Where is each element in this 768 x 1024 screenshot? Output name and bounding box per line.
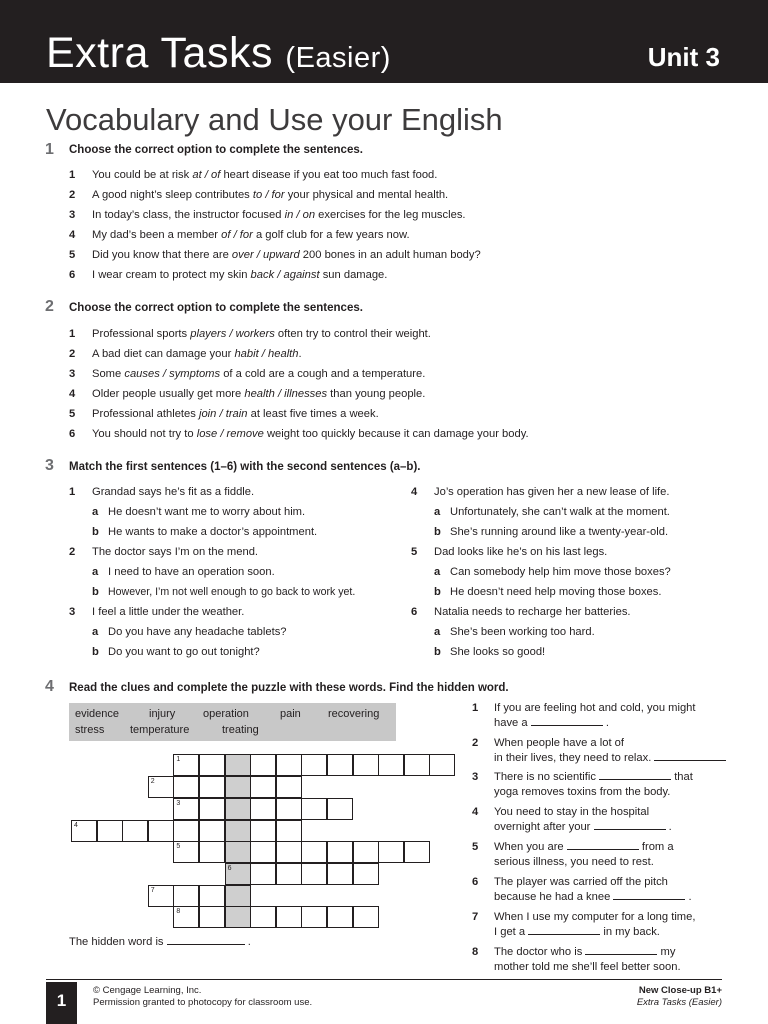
item-text: Natalia needs to recharge her batteries.: [434, 606, 631, 618]
crossword-cell[interactable]: [250, 798, 276, 820]
item-text: [92, 387, 425, 401]
hidden-word-line: [69, 935, 251, 948]
answer-blank[interactable]: [594, 820, 666, 830]
crossword-cell[interactable]: [225, 798, 251, 820]
section-heading: Vocabulary and Use your English: [46, 102, 503, 137]
answer-blank[interactable]: [567, 840, 639, 850]
item-text: [92, 367, 425, 381]
clue-number: 4: [472, 806, 479, 818]
crossword-cell[interactable]: [404, 754, 430, 776]
item-number: 4: [411, 486, 418, 498]
clue-text: [494, 701, 729, 731]
crossword-cell[interactable]: [301, 906, 327, 928]
crossword-clue-number: 7: [150, 887, 155, 894]
word-temperature: temperature: [130, 724, 190, 736]
crossword-cell[interactable]: [225, 754, 251, 776]
crossword-cell[interactable]: [276, 754, 302, 776]
clue-line-tail: in my back.: [603, 926, 660, 938]
option-letter: b: [434, 586, 441, 598]
word-stress: stress: [75, 724, 105, 736]
clue-line: [494, 770, 729, 785]
option-text: Do you have any headache tablets?: [108, 626, 287, 638]
clue-line-text: because he had a knee: [494, 891, 611, 903]
crossword-cell[interactable]: [148, 820, 174, 842]
word-evidence: evidence: [75, 708, 120, 720]
clue-line: [494, 785, 729, 800]
item-number: 5: [411, 546, 418, 558]
crossword-cell[interactable]: [327, 798, 353, 820]
option-text: She’s running around like a twenty-year-old.: [450, 526, 669, 538]
clue-line-tail: from a: [641, 841, 674, 853]
clue-text: [494, 910, 729, 940]
crossword-cell[interactable]: [173, 820, 199, 842]
item-text-post: .: [298, 348, 302, 360]
crossword-cell[interactable]: [276, 906, 302, 928]
item-text-post: than young people.: [327, 388, 426, 400]
crossword-cell[interactable]: [353, 754, 379, 776]
item-number: 3: [69, 606, 76, 618]
answer-blank[interactable]: [654, 751, 726, 761]
item-options[interactable]: over / upward: [231, 249, 300, 261]
exercise-2-number: 2: [45, 298, 54, 315]
item-text-pre: My dad’s been a member: [92, 229, 222, 241]
crossword-cell[interactable]: [173, 885, 199, 907]
crossword-cell[interactable]: [225, 885, 251, 907]
clue-line-text: I get a: [494, 926, 526, 938]
hidden-word-suffix: .: [247, 936, 251, 948]
item-text-post: exercises for the leg muscles.: [315, 209, 466, 221]
item-text-pre: A bad diet can damage your: [92, 348, 235, 360]
crossword-clue-number: 5: [176, 843, 181, 850]
item-number: 3: [69, 209, 76, 221]
item-text: [92, 268, 387, 282]
item-number: 4: [69, 388, 76, 400]
clue-line: [494, 736, 729, 751]
item-options[interactable]: players / workers: [190, 328, 275, 340]
option-text: He doesn’t need help moving those boxes.: [450, 586, 662, 598]
word-injury: injury: [149, 708, 176, 720]
crossword-cell[interactable]: [353, 906, 379, 928]
item-text-pre: A good night’s sleep contributes: [92, 189, 253, 201]
crossword-cell[interactable]: [173, 776, 199, 798]
option-letter: b: [434, 646, 441, 658]
clue-line-text: There is no scientific: [494, 771, 596, 783]
crossword-clue-number: 4: [74, 822, 78, 829]
crossword-cell[interactable]: [225, 776, 251, 798]
item-options[interactable]: health / illnesses: [244, 388, 328, 400]
crossword-cell[interactable]: [97, 820, 123, 842]
option-text: Do you want to go out tonight?: [108, 646, 260, 658]
crossword-clue-number: 1: [176, 756, 181, 763]
crossword-cell[interactable]: [250, 820, 276, 842]
book-subtitle: Extra Tasks (Easier): [636, 997, 722, 1008]
crossword-clue-number: 8: [176, 908, 181, 915]
item-text-pre: In today’s class, the instructor focused: [92, 209, 285, 221]
item-number: 1: [69, 328, 76, 340]
crossword-cell[interactable]: [225, 841, 251, 863]
item-text: [92, 188, 448, 202]
exercise-2-instruction: Choose the correct option to complete the sentences.: [69, 302, 363, 314]
item-text: [92, 407, 379, 421]
crossword-cell[interactable]: [250, 776, 276, 798]
crossword-cell[interactable]: [404, 841, 430, 863]
crossword-cell[interactable]: [199, 885, 225, 907]
crossword-cell[interactable]: [353, 863, 379, 885]
clue-line: [494, 820, 729, 835]
crossword-cell[interactable]: [276, 841, 302, 863]
clue-text: [494, 736, 729, 766]
item-text-pre: Professional athletes: [92, 408, 199, 420]
clue-number: 1: [472, 702, 479, 714]
crossword-cell[interactable]: [327, 841, 353, 863]
crossword-cell[interactable]: [353, 841, 379, 863]
exercise-3-number: 3: [45, 457, 54, 474]
clue-line: [494, 701, 729, 716]
item-text: [92, 427, 529, 441]
option-letter: b: [92, 526, 99, 538]
item-text-post: weight too quickly because it can damage your body.: [263, 428, 529, 440]
clue-line: [494, 910, 729, 925]
item-text: [92, 248, 481, 262]
clue-line: [494, 945, 729, 960]
item-options[interactable]: of / for: [221, 229, 253, 241]
item-text: [92, 327, 431, 341]
crossword-cell[interactable]: [378, 754, 404, 776]
item-options[interactable]: back / against: [250, 269, 320, 281]
item-text-post: of a cold are a cough and a temperature.: [220, 368, 426, 380]
page-title: [46, 30, 391, 81]
option-letter: b: [92, 646, 99, 658]
clue-number: 3: [472, 771, 479, 783]
crossword-cell[interactable]: [225, 906, 251, 928]
option-letter: a: [434, 566, 441, 578]
item-text-pre: You could be at risk: [92, 169, 193, 181]
item-number: 1: [69, 486, 76, 498]
clue-line-text: You need to stay in the hospital: [494, 806, 650, 818]
answer-blank[interactable]: [531, 716, 603, 726]
clue-line-text: The player was carried off the pitch: [494, 876, 668, 888]
option-letter: a: [92, 566, 99, 578]
item-text: I feel a little under the weather.: [92, 606, 245, 618]
clue-line-text: serious illness, you need to rest.: [494, 856, 654, 868]
exercise-4-instruction: Read the clues and complete the puzzle with these words. Find the hidden word.: [69, 682, 509, 694]
item-text: [92, 228, 410, 242]
item-text-post: at least five times a week.: [247, 408, 379, 420]
word-box: [69, 703, 396, 741]
clue-line-text: mother told me she’ll feel better soon.: [494, 961, 681, 973]
crossword-clue-number: 3: [176, 800, 181, 807]
item-text: [92, 168, 437, 182]
answer-blank[interactable]: [599, 770, 671, 780]
item-text: [92, 208, 466, 222]
item-number: 2: [69, 189, 76, 201]
crossword-cell[interactable]: [122, 820, 148, 842]
crossword-cell[interactable]: [301, 863, 327, 885]
exercise-1-number: 1: [45, 141, 54, 158]
item-options[interactable]: join / train: [198, 408, 248, 420]
crossword-cell[interactable]: [276, 798, 302, 820]
clue-text: [494, 945, 729, 975]
crossword-cell[interactable]: [378, 841, 404, 863]
clue-number: 6: [472, 876, 479, 888]
clue-line: [494, 840, 729, 855]
clue-line-text: have a: [494, 717, 528, 729]
crossword-cell[interactable]: [199, 841, 225, 863]
crossword-cell[interactable]: [250, 906, 276, 928]
item-number: 5: [69, 408, 76, 420]
title-sub: (Easier): [285, 42, 391, 74]
exercise-1-instruction: Choose the correct option to complete the sentences.: [69, 144, 363, 156]
item-number: 2: [69, 348, 76, 360]
item-text: [92, 347, 302, 361]
crossword-cell[interactable]: [276, 863, 302, 885]
option-text: However, I’m not well enough to go back to work yet.: [108, 586, 356, 598]
clue-line: [494, 925, 729, 940]
item-text-post: your physical and mental health.: [284, 189, 449, 201]
clue-line-tail: that: [674, 771, 693, 783]
option-text: Can somebody help him move those boxes?: [450, 566, 671, 578]
clue-line-text: in their lives, they need to relax.: [494, 752, 652, 764]
clue-line-text: If you are feeling hot and cold, you might: [494, 702, 696, 714]
item-text-pre: Professional sports: [92, 328, 191, 340]
crossword-cell[interactable]: [301, 841, 327, 863]
item-number: 3: [69, 368, 76, 380]
crossword-cell[interactable]: [276, 776, 302, 798]
page-number: 1: [46, 982, 77, 1024]
item-text-post: heart disease if you eat too much fast food.: [220, 169, 438, 181]
item-options[interactable]: lose / remove: [196, 428, 264, 440]
item-text-pre: Some: [92, 368, 125, 380]
option-text: She’s been working too hard.: [450, 626, 595, 638]
clue-number: 5: [472, 841, 479, 853]
clue-line-text: When I use my computer for a long time,: [494, 911, 696, 923]
clue-number: 2: [472, 737, 479, 749]
clue-line-text: When you are: [494, 841, 564, 853]
hidden-word-prefix: The hidden word is: [69, 936, 164, 948]
crossword-cell[interactable]: [327, 754, 353, 776]
clue-line-text: When people have a lot of: [494, 737, 624, 749]
clue-line-text: overnight after your: [494, 821, 591, 833]
item-number: 2: [69, 546, 76, 558]
clue-line-tail: .: [605, 717, 609, 729]
item-text: Jo’s operation has given her a new lease of life.: [434, 486, 670, 498]
word-pain: pain: [280, 708, 301, 720]
answer-blank[interactable]: [613, 890, 685, 900]
clue-line-tail: .: [688, 891, 692, 903]
crossword-cell[interactable]: [327, 906, 353, 928]
item-text-pre: Did you know that there are: [92, 249, 232, 261]
item-text-post: a golf club for a few years now.: [252, 229, 410, 241]
clue-line: [494, 890, 729, 905]
exercise-3-instruction: Match the first sentences (1–6) with the second sentences (a–b).: [69, 461, 421, 473]
crossword-cell[interactable]: [250, 754, 276, 776]
crossword-clue-number: 2: [150, 778, 155, 785]
page-header: [0, 0, 768, 83]
permission-line: Permission granted to photocopy for classroom use.: [93, 997, 313, 1008]
clue-number: 7: [472, 911, 479, 923]
clue-text: [494, 840, 729, 870]
crossword-cell[interactable]: [276, 820, 302, 842]
clue-text: [494, 805, 729, 835]
item-text-post: often try to control their weight.: [274, 328, 431, 340]
item-text: Grandad says he’s fit as a fiddle.: [92, 486, 255, 498]
item-text-pre: You should not try to: [92, 428, 197, 440]
option-text: She looks so good!: [450, 646, 546, 658]
clue-line: [494, 960, 729, 975]
option-text: He wants to make a doctor’s appointment.: [108, 526, 318, 538]
clue-line: [494, 855, 729, 870]
answer-blank[interactable]: [585, 945, 657, 955]
option-letter: a: [434, 626, 441, 638]
word-recovering: recovering: [328, 708, 380, 720]
item-options[interactable]: in / on: [284, 209, 316, 221]
option-letter: b: [92, 586, 99, 598]
copyright-line: © Cengage Learning, Inc.: [93, 985, 202, 996]
title-main: Extra Tasks: [46, 29, 273, 77]
option-text: I need to have an operation soon.: [108, 566, 275, 578]
item-text-post: sun damage.: [319, 269, 388, 281]
clue-line-text: yoga removes toxins from the body.: [494, 786, 671, 798]
crossword-cell[interactable]: [199, 820, 225, 842]
item-number: 1: [69, 169, 76, 181]
crossword-cell[interactable]: [199, 754, 225, 776]
option-letter: a: [434, 506, 441, 518]
crossword-cell[interactable]: [301, 754, 327, 776]
unit-label: Unit 3: [647, 42, 720, 72]
crossword-cell[interactable]: [250, 863, 276, 885]
clue-text: [494, 770, 729, 800]
crossword-clue-number: 6: [227, 865, 232, 872]
book-name: New Close-up B1+: [638, 985, 722, 996]
answer-blank[interactable]: [528, 925, 600, 935]
option-letter: a: [92, 626, 99, 638]
clue-line: [494, 875, 729, 890]
item-number: 6: [411, 606, 418, 618]
crossword-cell[interactable]: [225, 820, 251, 842]
item-options[interactable]: at / of: [192, 169, 221, 181]
clue-line: [494, 716, 729, 731]
option-text: Unfortunately, she can’t walk at the moment.: [450, 506, 670, 518]
clue-line-text: The doctor who is: [494, 946, 583, 958]
crossword-cell[interactable]: [250, 841, 276, 863]
copyright: [93, 985, 312, 1009]
item-options[interactable]: to / for: [252, 189, 285, 201]
clue-line: [494, 751, 729, 766]
item-text-post: 200 bones in an adult human body?: [299, 249, 481, 261]
crossword-cell[interactable]: [429, 754, 455, 776]
option-letter: a: [92, 506, 99, 518]
footer-divider: [46, 979, 722, 980]
item-number: 5: [69, 249, 76, 261]
item-text: The doctor says I’m on the mend.: [92, 546, 259, 558]
book-title: [637, 985, 722, 1009]
clue-number: 8: [472, 946, 479, 958]
item-options[interactable]: causes / symptoms: [124, 368, 221, 380]
crossword-cell[interactable]: [199, 906, 225, 928]
word-treating: treating: [222, 724, 259, 736]
crossword-cell[interactable]: [327, 863, 353, 885]
crossword-cell[interactable]: [301, 798, 327, 820]
item-number: 4: [69, 229, 76, 241]
option-text: He doesn’t want me to worry about him.: [108, 506, 306, 518]
item-text: Dad looks like he’s on his last legs.: [434, 546, 608, 558]
option-letter: b: [434, 526, 441, 538]
item-options[interactable]: habit / health: [234, 348, 299, 360]
clue-text: [494, 875, 729, 905]
clue-line-tail: my: [660, 946, 676, 958]
clue-line-tail: .: [668, 821, 672, 833]
exercise-4-number: 4: [45, 678, 54, 695]
word-operation: operation: [203, 708, 249, 720]
item-text-pre: I wear cream to protect my skin: [92, 269, 251, 281]
item-number: 6: [69, 428, 76, 440]
item-number: 6: [69, 269, 76, 281]
crossword-cell[interactable]: [199, 776, 225, 798]
hidden-word-blank[interactable]: [167, 935, 245, 945]
item-text-pre: Older people usually get more: [92, 388, 245, 400]
crossword-cell[interactable]: [199, 798, 225, 820]
clue-line: [494, 805, 729, 820]
